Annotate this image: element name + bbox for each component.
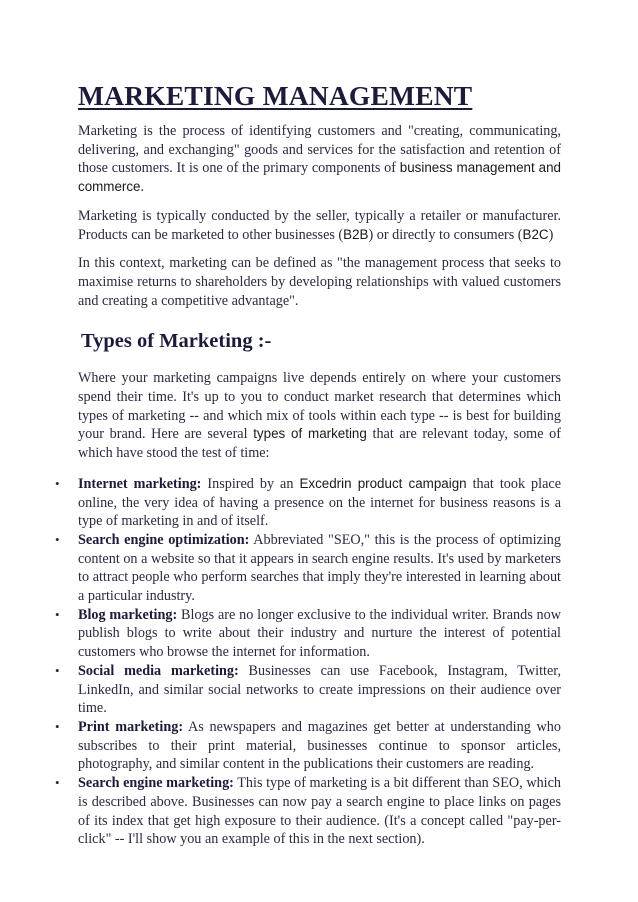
item-text: As newspapers and magazines get better at understanding who subscribes to their print material, businesses continue to sponsor articles, photography, and similar content in the publications their customers are reading. (78, 718, 561, 773)
types-of-marketing-link[interactable]: types of marketing (253, 426, 367, 442)
item-text: Abbreviated "SEO," this is the process of optimizing content on a website so that it appears in search engine results. It's used by marketers to attract people who perform searches that imply they're interested in learning about a particular industry. (78, 531, 561, 605)
item-text: Businesses can use Facebook, Instagram, Twitter, LinkedIn, and similar social networks to create impressions on their audience over time. (78, 662, 561, 717)
bullet-icon: • (55, 775, 60, 791)
section-intro-paragraph (78, 369, 561, 463)
section-heading: Types of Marketing :- (81, 330, 272, 353)
list-item-internet-marketing (55, 475, 561, 531)
intro-p1-text: Marketing is the process of identifying customers and "creating, communicating, delivering, and exchanging" goods and services for the satisfaction and retention of those customers. It is one of the primary components of (78, 123, 561, 177)
bullet-icon: • (55, 606, 60, 622)
list-item-social-media-marketing (55, 662, 561, 718)
item-term: Internet marketing: (78, 475, 202, 492)
list-item-print-marketing (55, 718, 561, 774)
bullet-icon: • (55, 718, 60, 734)
b2b-link[interactable]: B2B (343, 226, 369, 242)
excedrin-campaign-link[interactable]: Excedrin product campaign (299, 475, 467, 491)
list-item-blog-marketing (55, 606, 561, 662)
bullet-icon: • (55, 662, 60, 678)
item-text: Blogs are no longer exclusive to the individual writer. Brands now publish blogs to write about their industry and nurture the interest of potential customers who browse the internet for information. (78, 606, 561, 661)
page-title: MARKETING MANAGEMENT (78, 80, 473, 111)
item-term: Social media marketing: (78, 662, 239, 679)
item-term: Search engine marketing: (78, 775, 234, 792)
business-management-link[interactable]: business management (399, 160, 535, 176)
intro-p1-end: . (140, 179, 145, 196)
item-text: Inspired by an (201, 475, 300, 492)
intro-p1-and: and (534, 160, 562, 176)
intro-p2-mid: ) or directly to consumers ( (368, 226, 523, 243)
item-term: Print marketing: (78, 718, 184, 735)
item-term: Blog marketing: (78, 606, 178, 623)
b2c-link[interactable]: B2C (522, 226, 549, 242)
item-text-b: that took place online, the very idea of having a presence on the internet for business reasons is a type of marketing in and of itself. (78, 475, 561, 530)
section-intro-text-b: that are relevant today, some of which have stood the test of time: (78, 426, 561, 462)
section-intro-text-a: Where your marketing campaigns live depends entirely on where your customers spend their time. It's up to you to conduct market research that determines which types of marketing -- and which mix of tools within each type -- is best for building your brand. Here are several (78, 370, 561, 443)
item-term: Search engine optimization: (78, 531, 250, 548)
commerce-link[interactable]: commerce (78, 179, 141, 195)
item-text: This type of marketing is a bit different than SEO, which is described above. Businesses can now pay a search engine to place links on pages of its index that get high exposure to their audience. (It's a concept called "pay-per-click" -- I'll show you an example of this in the next section). (78, 775, 562, 848)
bullet-icon: • (55, 475, 60, 491)
list-item-seo (55, 531, 561, 606)
intro-paragraph-1 (78, 122, 561, 197)
document-page (55, 80, 562, 849)
intro-p2-text: Marketing is typically conducted by the seller, typically a retailer or manufacturer. Products can be marketed to other businesses ( (78, 207, 561, 243)
intro-paragraph-2 (78, 207, 561, 244)
bullet-icon: • (55, 531, 60, 547)
list-item-search-engine-marketing (55, 774, 562, 849)
intro-paragraph-3: In this context, marketing can be defined as "the management process that seeks to maximise returns to shareholders by developing relationships with valued customers and creating a competitive advantage". (78, 255, 561, 309)
marketing-types-list (55, 475, 562, 849)
intro-p2-end: ) (548, 226, 554, 243)
